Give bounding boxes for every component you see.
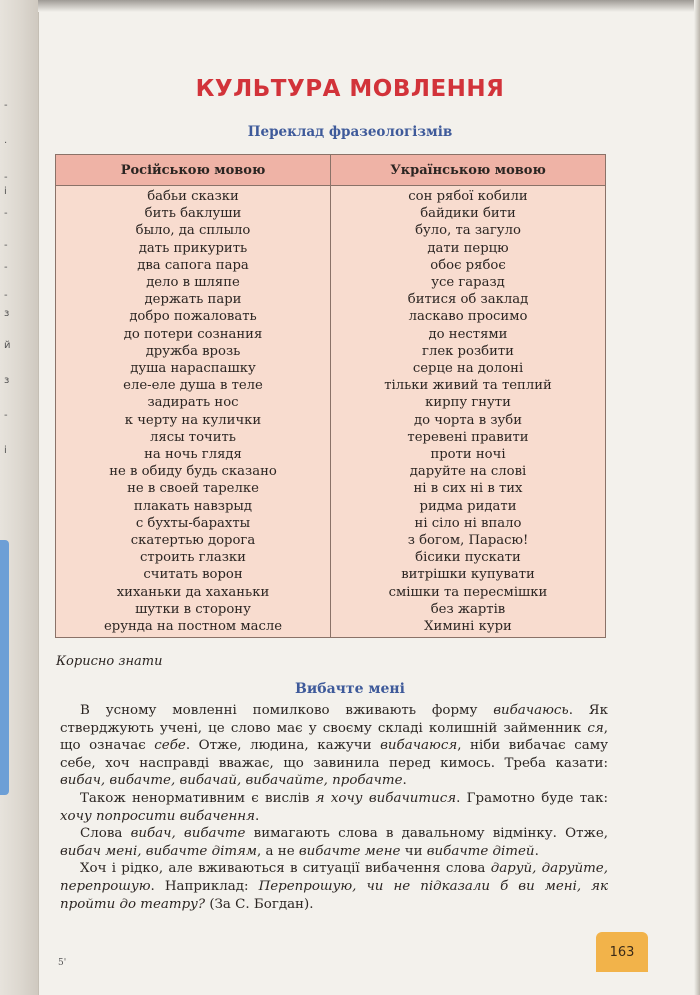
table-cell: було, та загуло	[415, 223, 521, 239]
text-run: Також ненормативним є вислів	[80, 790, 316, 806]
right-shadow	[694, 0, 700, 995]
margin-mark: і	[4, 445, 7, 456]
table-cell: смішки та пересмішки	[388, 584, 548, 600]
table-cell: витрішки купувати	[401, 567, 535, 583]
table-cell: сон рябої кобили	[408, 189, 528, 204]
text-run: . Отже, людина, кажучи	[185, 738, 381, 754]
margin-mark: і	[4, 186, 7, 197]
table-cell: дать прикурить	[138, 240, 248, 256]
text-run: , а не	[257, 843, 299, 859]
italic-run: хочу попросити вибачення	[60, 808, 255, 824]
table-cell: до нестями	[428, 326, 508, 342]
table-cell: не в обиду будь сказано	[109, 464, 277, 480]
table-cell: на ночь глядя	[144, 447, 242, 463]
table-cell: строить глазки	[140, 550, 246, 566]
corner-mark: 5'	[58, 958, 67, 968]
italic-run: вибачте мене	[298, 843, 401, 859]
section-title: Вибачте мені	[295, 681, 405, 697]
table-header-row	[56, 155, 605, 186]
italic-run: вибач, вибачте	[130, 826, 246, 842]
table-cell: лясы точить	[150, 429, 236, 445]
margin-mark: з	[4, 375, 10, 386]
header-ukrainian: Українською мовою	[390, 162, 546, 178]
text-run: . Як стверджують учені, це слово має у своєму складі колишній займенник	[60, 703, 608, 736]
table-cell: байдики бити	[420, 206, 516, 222]
table-cell: держать пари	[144, 292, 242, 308]
table-cell: ні в сих ні в тих	[413, 481, 523, 497]
margin-mark: й	[4, 340, 11, 351]
table-cell: душа нараспашку	[130, 361, 256, 377]
table-cell: хиханьки да хаханьки	[116, 584, 270, 600]
table-cell: до чорта в зуби	[414, 412, 522, 428]
margin-mark: -	[4, 290, 8, 301]
table-cell: считать ворон	[143, 567, 243, 583]
page-number-tab	[596, 932, 648, 972]
text-run: . Наприклад:	[150, 878, 259, 894]
italic-run: вибачаюсь	[493, 703, 569, 718]
page-number: 163	[609, 944, 635, 960]
italic-run: вибач, вибачте, вибачай, вибачайте, пробачте	[60, 773, 403, 789]
table-caption: Переклад фразеологізмів	[247, 124, 453, 140]
table-cell: ерунда на постном масле	[103, 619, 283, 635]
table-cell: дати перцю	[427, 240, 509, 256]
table-cell: ридма ридати	[419, 498, 517, 514]
text-run: Слова	[80, 826, 131, 842]
text-run: В усному мовленні помилково вживають форму	[80, 703, 494, 718]
italic-run: Перепрошую, чи не підказали б ви мені, як пройти до театру?	[60, 878, 609, 912]
table-cell: Химині кури	[424, 619, 512, 635]
text-run: вимагають слова в давальному відмінку. Отже,	[245, 826, 609, 842]
italic-run: себе	[154, 738, 186, 754]
table-cell: з богом, Парасю!	[407, 533, 529, 549]
table-cell: шутки в сторону	[135, 601, 251, 617]
italic-run: даруй, даруйте, перепрошую	[60, 861, 608, 894]
text-run: Хоч і рідко, але вживаються в ситуації вибачення слова	[80, 861, 491, 877]
table-cell: глек розбити	[422, 343, 514, 359]
table-cell: кирпу гнути	[425, 395, 511, 411]
text-run: чи	[400, 843, 427, 859]
margin-mark: -	[4, 240, 8, 251]
table-cell: ласкаво просимо	[408, 309, 528, 325]
margin-mark: -	[4, 100, 8, 111]
table-cell: дело в шляпе	[146, 275, 240, 291]
table-cell: плакать навзрыд	[133, 498, 253, 514]
table-cell: бить баклуши	[144, 206, 242, 222]
table-cell: усе гаразд	[431, 275, 505, 291]
margin-mark: -	[4, 262, 8, 273]
table-cell: битися об заклад	[407, 292, 529, 308]
table-cell: задирать нос	[147, 395, 239, 411]
margin-mark: -	[4, 208, 8, 219]
article-text	[60, 702, 608, 913]
page-title: КУЛЬТУРА МОВЛЕННЯ	[195, 76, 505, 102]
text-run: .	[534, 843, 539, 859]
paragraph	[60, 860, 608, 913]
table-cell: не в своей тарелке	[127, 481, 259, 497]
italic-run: вибач мені, вибачте дітям	[60, 843, 258, 859]
table-cell: до потери сознания	[123, 326, 263, 342]
table-cell: два сапога пара	[137, 257, 249, 273]
table-cell: бабьи сказки	[147, 189, 239, 204]
table-cell: даруйте на слові	[409, 464, 527, 480]
italic-run: вибачте дітей	[426, 843, 535, 859]
table-cell: было, да сплыло	[135, 223, 251, 239]
margin-mark: -	[4, 410, 8, 421]
text-run: .	[402, 773, 407, 789]
page-spine	[0, 0, 39, 995]
table-cell: проти ночі	[430, 447, 506, 463]
table-cell: тільки живий та теплий	[384, 378, 552, 394]
text-run: , що означає	[60, 720, 608, 754]
top-shadow	[38, 0, 700, 12]
text-run: (За С. Богдан).	[205, 896, 314, 912]
table-cell: с бухты-барахты	[135, 515, 251, 531]
text-run: , ніби вибачає саму себе, хоч насправді вважає, що завинила перед кимось. Треба казати:	[60, 738, 609, 771]
margin-mark: з	[4, 308, 10, 319]
italic-run: ся	[587, 720, 604, 736]
useful-to-know-label: Корисно знати	[56, 654, 163, 669]
margin-bookmark-tab	[0, 540, 9, 795]
paragraph	[60, 790, 608, 825]
table-cell: скатертью дорога	[130, 533, 256, 549]
table-cell: бісики пускати	[415, 550, 521, 566]
table-cell: обоє рябоє	[430, 257, 506, 273]
table-cell: дружба врозь	[145, 343, 241, 359]
table-cell: теревені правити	[407, 429, 529, 445]
margin-mark: .	[4, 135, 8, 146]
table-cell: без жартів	[430, 601, 506, 617]
text-run: .	[254, 808, 260, 824]
header-russian: Російською мовою	[56, 155, 331, 185]
table-cell: к черту на кулички	[124, 412, 262, 428]
table-body	[56, 186, 605, 638]
margin-mark: -	[4, 172, 8, 183]
table-cell: добро пожаловать	[129, 309, 257, 325]
table-cell: серце на долоні	[412, 361, 524, 377]
italic-run: вибачаюся	[380, 738, 458, 754]
text-run: . Грамотно буде так:	[456, 790, 608, 806]
phraseology-table	[55, 154, 606, 638]
table-cell: еле-еле душа в теле	[123, 378, 263, 394]
paragraph	[60, 825, 608, 860]
russian-column	[56, 186, 331, 638]
table-cell: ні сіло ні впало	[414, 515, 522, 531]
ukrainian-column	[331, 186, 605, 638]
paragraph	[60, 702, 608, 790]
italic-run: я хочу вибачитися	[315, 790, 457, 806]
